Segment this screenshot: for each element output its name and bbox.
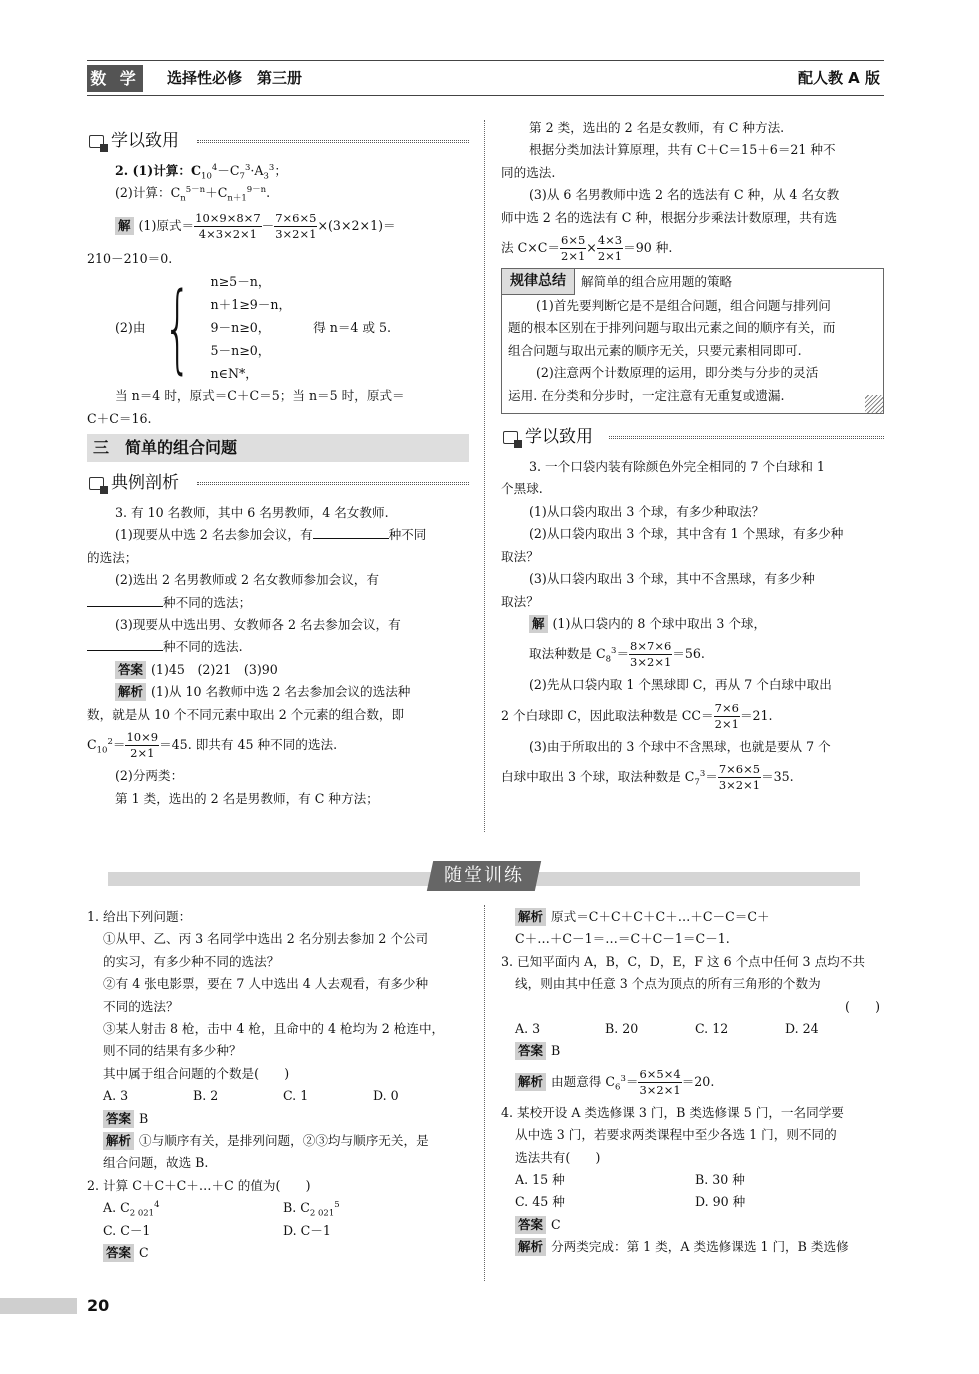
answer-line: 答案 B (501, 1040, 884, 1062)
exercise-options: A. 3 B. 2 C. 1 D. 0 (103, 1088, 399, 1104)
solution-line: 解 (1)原式＝ $\frac{10\times 9\times 8\times 7}{4\times 3\times 2\times 1}$ － $\frac{7\times 6\times 5}{3\times 2\times 1}$ ×(3×2×1)＝ (87, 211, 469, 242)
exercise-1: 1. 给出下列问题： (87, 909, 192, 924)
fraction: $\frac{7\times 6}{2\times 1}$ (714, 700, 739, 731)
analysis-tag: 解析 (515, 1238, 546, 1256)
problem-3-part-2-cont: 取法？ (501, 548, 539, 564)
exercise-line: ③某人射击 8 枪，击中 4 枪，且命中的 4 枪均为 2 枪连中， (103, 1021, 445, 1037)
practice-left-column (87, 906, 469, 1265)
condition-system: (2)由 { n≥5－n， n＋1≥9－n， 9－n≥0， 5－n≥0， n∈N*， 得 n＝4 或 5. (115, 271, 392, 384)
problem-3-part-3: (3)从口袋内取出 3 个球，其中不含黑球，有多少种 (529, 571, 815, 587)
example-3-part-2: (2)选出 2 名男教师或 2 名女教师参加会议，有 (115, 572, 379, 588)
solution-tag: 解 (529, 615, 548, 633)
exercise-line: 从中选 3 门，若要求两类课程中至少各选 1 门，则不同的 (515, 1127, 837, 1143)
problem-2-part-2: (2)计算：$C_n^{5-n}+C_{n+1}^{9-n}$. (115, 185, 271, 204)
summary-box (501, 268, 884, 414)
page-number: 20 (87, 1296, 110, 1315)
summary-header (502, 269, 883, 295)
section-header (501, 422, 884, 454)
fraction: $\frac{7\times 6\times 5}{3\times 2\times 1}$ (718, 762, 761, 793)
solution-line: 白球中取出 3 个球，取法种数是 $C_7^3=$ $\frac{7\times 6\times 5}{3\times 2\times 1}$ ＝35. (501, 762, 794, 793)
exercise-3: 3. 已知平面内 A，B，C，D，E，F 这 6 个点中任何 3 点均不共 (501, 953, 865, 969)
analysis-line: 解析 ①与顺序有关，是排列问题，②③均与顺序无关，是 (87, 1130, 469, 1152)
practice-banner-title: 随堂训练 (427, 861, 541, 891)
exercise-options: A. 15 种 B. 30 种 (515, 1172, 745, 1188)
example-3-part-3-cont: 种不同的选法. (87, 636, 469, 658)
page-header (87, 60, 884, 96)
fraction: $\frac{6\times 5\times 4}{3\times 2\times 1}$ (639, 1066, 681, 1097)
fraction: $\frac{10\times 9}{2\times 1}$ (126, 730, 159, 761)
answer-tag: 答案 (115, 661, 146, 679)
answer-tag: 答案 (515, 1216, 546, 1234)
analysis-line: $C_{10}^2=$ $\frac{10\times 9}{2\times 1}$ ＝45. 即共有 45 种不同的选法. (87, 730, 338, 761)
page-number-bar (0, 1298, 77, 1314)
example-3-part-1: (1)现要从中选 2 名去参加会议，有 种不同 (115, 527, 427, 543)
solution-line: 当 n＝4 时，原式＝C＋C＝5；当 n＝5 时，原式＝ (115, 388, 405, 404)
answer-line: 答案 C (501, 1214, 884, 1236)
brace-symbol: { (164, 271, 192, 384)
example-3: 3. 有 10 名教师，其中 6 名男教师，4 名女教师. (115, 505, 389, 521)
book-title: 选择性必修 第三册 (167, 69, 303, 87)
fraction: $\frac{4\times 3}{2\times 1}$ (597, 233, 623, 264)
exercise-options: C. 45 种 D. 90 种 (515, 1194, 746, 1210)
fraction: $\frac{7\times 6\times 5}{3\times 2\times 1}$ (275, 210, 317, 241)
exercise-line: 线，则由其中任意 3 个点为顶点的所有三角形的个数为 (515, 976, 821, 992)
summary-subtitle: 解简单的组合应用题的策略 (581, 273, 733, 289)
section-title: 典例剖析 (111, 473, 179, 494)
answer-tag: 答案 (515, 1042, 546, 1060)
answer-blank (87, 637, 163, 651)
exercise-line: 其中属于组合问题的个数是( ) (103, 1065, 290, 1081)
left-column (87, 124, 469, 810)
analysis-tag: 解析 (115, 683, 146, 701)
analysis-line: 解析 (1)从 10 名教师中选 2 名去参加会议的选法种 (87, 681, 469, 703)
fraction: $\frac{6\times 5}{2\times 1}$ (561, 233, 586, 264)
analysis-line: 解析 原式＝C＋C＋C＋C＋…＋C－C＝C＋ (501, 906, 884, 928)
solution-tag: 解 (115, 217, 134, 235)
analysis-line: 同的选法. (501, 164, 556, 180)
exercise-4: 4. 某校开设 A 类选修课 3 门，B 类选修课 5 门，一名同学要 (501, 1104, 844, 1120)
corner-decoration (865, 395, 883, 413)
solution-line: (2)先从口袋内取 1 个黑球即 C，再从 7 个白球中取出 (529, 677, 832, 693)
analysis-tag: 解析 (103, 1132, 134, 1150)
analysis-line: C＋…＋C－1＝…＝C＋C－1＝C－1. (515, 931, 730, 947)
problem-3-part-1: (1)从口袋内取出 3 个球，有多少种取法？ (529, 503, 765, 519)
exercise-line: 的实习，有多少种不同的选法？ (103, 953, 280, 969)
fraction: $\frac{8\times 7\times 6}{3\times 2\times 1}$ (630, 639, 672, 670)
exercise-options: A. $C_{2 021}^4$ B. $C_{2 021}^5$ (103, 1200, 340, 1219)
analysis-line: 师中选 2 名的选法有 C 种，根据分步乘法计数原理，共有选 (501, 209, 837, 225)
analysis-line: 第 2 类，选出的 2 名是女教师，有 C 种方法. (529, 120, 785, 135)
problem-3-part-3-cont: 取法？ (501, 593, 539, 609)
section-header (87, 468, 469, 500)
edition-label: 配人教 A 版 (797, 69, 880, 87)
exercise-options: C. C－1 D. C－1 (103, 1222, 331, 1238)
analysis-line: 第 1 类，选出的 2 名是男教师，有 C 种方法； (115, 790, 379, 806)
section-divider (609, 436, 884, 439)
exercise-line: ②有 4 张电影票，要在 7 人中选出 4 人去观看，有多少种 (103, 976, 429, 992)
answer-bracket: ( ) (844, 998, 880, 1014)
problem-3: 3. 一个口袋内装有除颜色外完全相同的 7 个白球和 1 (529, 459, 825, 475)
section-icon (503, 431, 518, 444)
column-divider (484, 120, 485, 832)
answer-line: 答案 (1)45 (2)21 (3)90 (87, 659, 469, 681)
analysis-line: 根据分类加法计算原理，共有 C＋C＝15＋6＝21 种不 (529, 142, 836, 158)
answer-blank (87, 593, 163, 607)
exercise-line: 选法共有( ) (515, 1149, 601, 1165)
exercise-line: 不同的选法？ (103, 998, 179, 1014)
analysis-line: 法 C×C＝ $\frac{6\times 5}{2\times 1}$ × $\frac{4\times 3}{2\times 1}$ ＝90 种. (501, 233, 673, 264)
analysis-tag: 解析 (515, 908, 546, 926)
example-3-part-1-cont: 的选法； (87, 549, 138, 565)
solution-line: (3)由于所取出的 3 个球中不含黑球，也就是要从 7 个 (529, 738, 831, 754)
section-header (87, 126, 469, 158)
example-3-part-3: (3)现要从中选出男、女教师各 2 名去参加会议，有 (115, 617, 401, 633)
answer-blank (313, 525, 389, 539)
answer-line: 答案 C (87, 1242, 469, 1264)
analysis-line: (3)从 6 名男教师中选 2 名的选法有 C 种，从 4 名女教 (529, 187, 840, 203)
summary-title: 规律总结 (502, 269, 575, 295)
analysis-line: 解析 分两类完成：第 1 类，A 类选修课选 1 门，B 类选修 (501, 1236, 884, 1258)
section-icon (89, 135, 104, 148)
analysis-tag: 解析 (515, 1073, 546, 1091)
solution-line: 取法种数是 $C_8^3=$ $\frac{8\times 7\times 6}{3\times 2\times 1}$ ＝56. (529, 639, 705, 670)
practice-right-column (501, 906, 884, 1259)
section-title: 学以致用 (111, 131, 179, 151)
solution-line: 210－210＝0. (87, 250, 173, 266)
section-divider (197, 482, 469, 485)
section-icon (89, 477, 104, 490)
problem-3-part-2: (2)从口袋内取出 3 个球，其中含有 1 个黑球，有多少种 (529, 526, 844, 542)
analysis-line: 解析 由题意得 $C_6^3=$ $\frac{6\times 5\times 4}{3\times 2\times 1}$ ＝20. (501, 1067, 884, 1098)
solution-line: 2 个白球即 C，因此取法种数是 CC＝ $\frac{7\times 6}{2\times 1}$ ＝21. (501, 700, 773, 731)
column-divider (484, 905, 485, 1281)
exercise-line: 则不同的结果有多少种？ (103, 1043, 242, 1059)
exercise-2: 2. 计算 C＋C＋C＋…＋C 的值为( ) (87, 1177, 311, 1193)
analysis-line: 数，就是从 10 个不同元素中取出 2 个元素的组合数，即 (87, 706, 405, 722)
section-title: 学以致用 (525, 427, 593, 448)
condition-list: n≥5－n， n＋1≥9－n， 9－n≥0， 5－n≥0， n∈N*， (210, 274, 292, 382)
problem-3-cont: 个黑球. (501, 481, 543, 497)
right-column (501, 117, 884, 797)
answer-tag: 答案 (103, 1110, 134, 1128)
section-band: 三 简单的组合问题 (87, 434, 469, 462)
answer-tag: 答案 (103, 1244, 134, 1262)
example-3-part-2-cont: 种不同的选法； (87, 592, 469, 614)
exercise-line: ①从甲、乙、丙 3 名同学中选出 2 名分别去参加 2 个公司 (103, 931, 429, 947)
solution-line: 解 (1)从口袋内的 8 个球中取出 3 个球， (501, 613, 884, 635)
fraction: $\frac{10\times 9\times 8\times 7}{4\times 3\times 2\times 1}$ (195, 210, 261, 241)
analysis-line: 组合问题，故选 B. (103, 1155, 209, 1171)
analysis-line: (2)分两类： (115, 768, 184, 784)
subject-label: 数 学 (87, 65, 143, 92)
exercise-options: A. 3 B. 20 C. 12 D. 24 (515, 1021, 819, 1037)
solution-line: C＋C＝16. (87, 410, 152, 426)
summary-body: (1)首先要判断它是不是组合问题，组合问题与排列问 题的根本区别在于排列问题与取出元素之间的顺序有关，而 组合问题与取出元素的顺序无关，只要元素相同即可. (2)注意两个计数原理的运用，即分类与分步的灵活 运用. 在分类和分步时，一定注意有无重复或遗漏. (508, 298, 836, 403)
section-divider (197, 140, 469, 143)
problem-2-part-1: 2. (1)计算：$C_{10}^4-C_7^3\cdot A_3^3$； (115, 162, 287, 182)
answer-line: 答案 B (87, 1108, 469, 1130)
